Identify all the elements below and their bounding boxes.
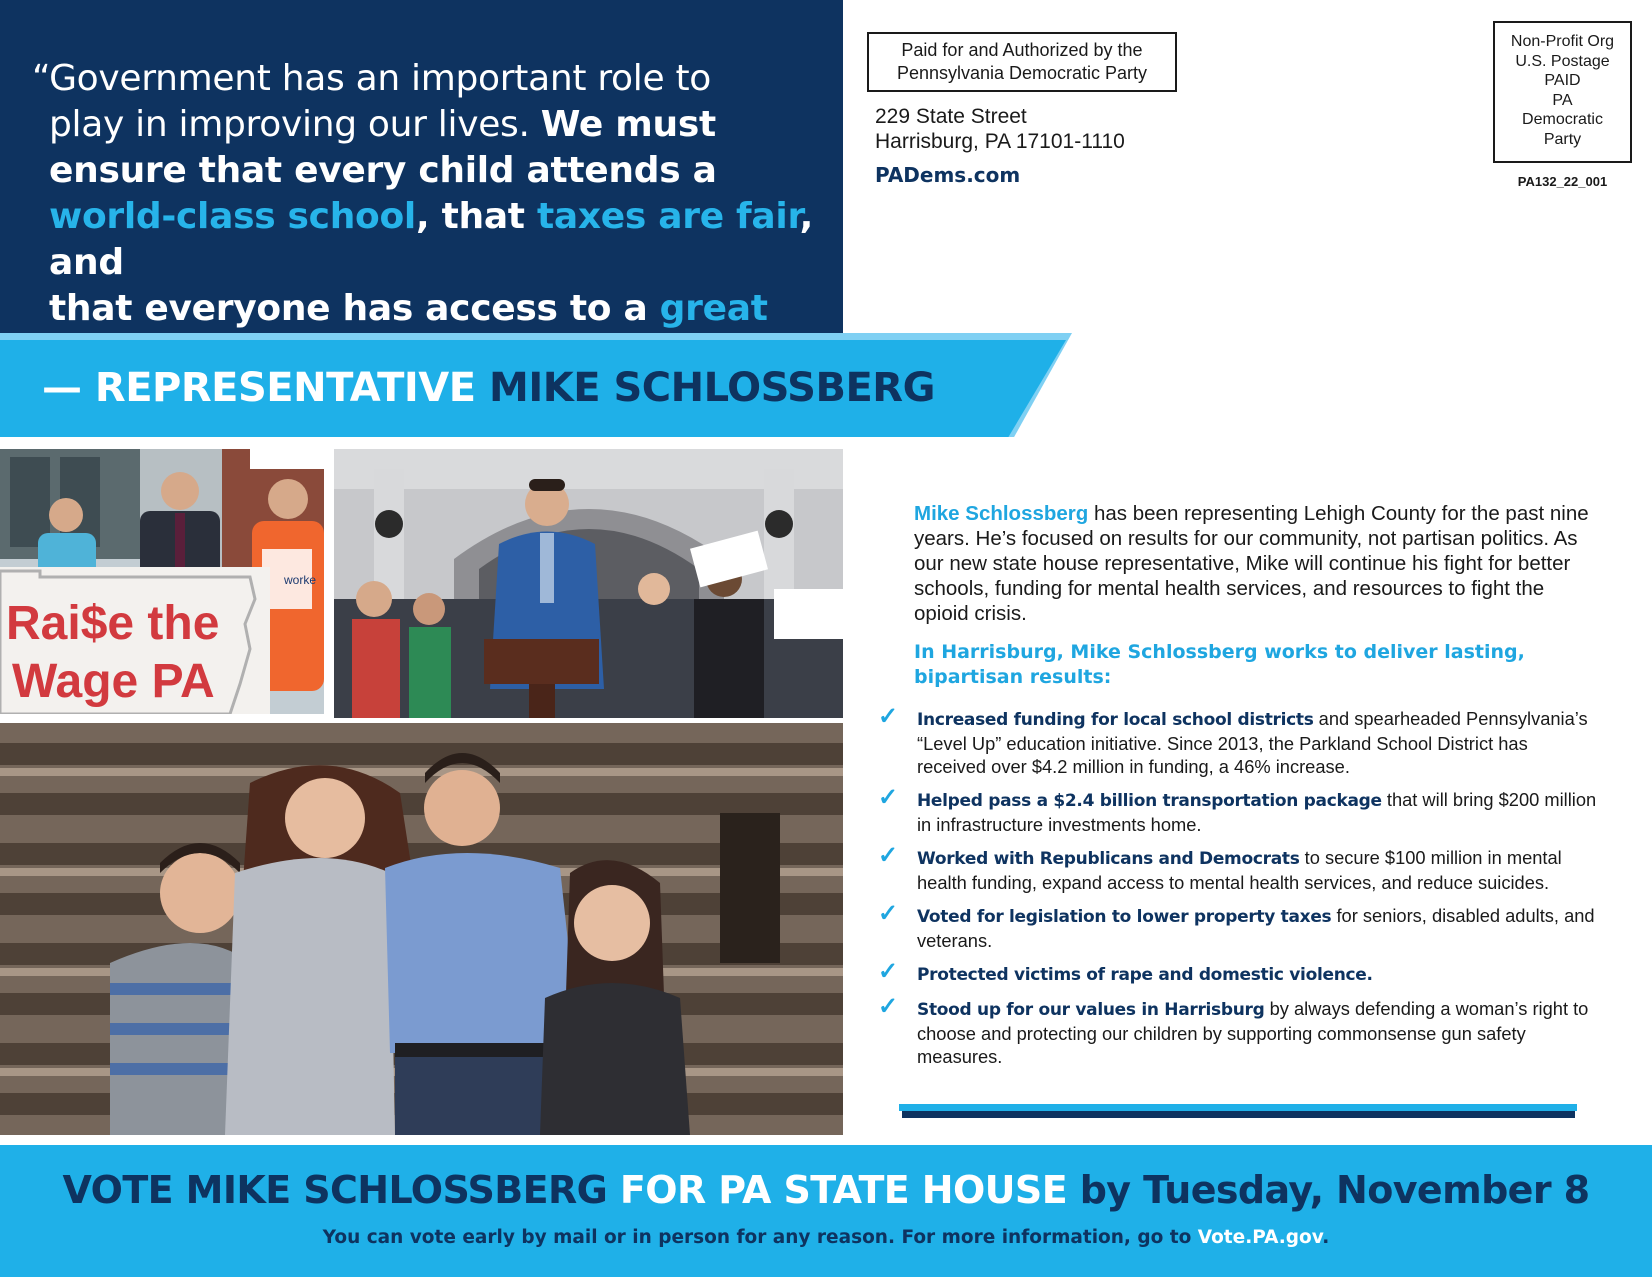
item-lead: Helped pass a $2.4 billion transportation package xyxy=(917,791,1382,811)
item-text: for seniors, disabled adults, and veterans. xyxy=(917,905,1595,951)
quote-accent-job: great xyxy=(659,288,768,329)
item-lead: Increased funding for local school districts xyxy=(917,710,1314,730)
postage-line: U.S. Postage xyxy=(1515,52,1610,70)
rally-sign-line-2: Wage PA xyxy=(12,655,215,708)
quote-line-4-mid: , that xyxy=(415,196,537,237)
vote-info xyxy=(0,1227,1652,1248)
checkmark-icon: ✓ xyxy=(878,784,899,811)
banner-text xyxy=(42,364,935,412)
postage-line: PA xyxy=(1552,91,1573,109)
quote-line-1: “Government has an important role to xyxy=(32,58,711,99)
vote-link[interactable]: Vote.PA.gov xyxy=(1197,1227,1323,1248)
vote-name: VOTE MIKE SCHLOSSBERG xyxy=(62,1168,620,1212)
intro-text: has been representing Lehigh County for the past nine years. He’s focused on results for our community, not partisan politics. As our new state house representative, Mike will continue his fight for better schools, funding for mental health services, and resources to fight the opioid crisis. xyxy=(914,502,1589,625)
item-text: and spearheaded Pennsylvania’s “Level Up” education initiative. Since 2013, the Parkland School District has received over $4.2 million in funding, a 46% increase. xyxy=(917,708,1588,777)
postage-line: PAID xyxy=(1544,72,1581,89)
list-item xyxy=(878,900,1598,952)
item-lead: Stood up for our values in Harrisburg xyxy=(917,1000,1265,1020)
quote-accent-school: world-class school xyxy=(49,196,416,237)
postage-line: Party xyxy=(1543,130,1582,148)
checkmark-icon: ✓ xyxy=(878,703,899,730)
banner-name: MIKE SCHLOSSBERG xyxy=(489,365,935,411)
divider-dark xyxy=(902,1111,1575,1118)
vote-info-text: You can vote early by mail or in person for any reason. For more information, go to xyxy=(322,1227,1198,1248)
quote-line-3: ensure that every child attends a xyxy=(49,150,717,191)
accomplishments-list xyxy=(878,703,1598,1078)
item-lead: Voted for legislation to lower property taxes xyxy=(917,907,1332,927)
mail-code: PA132_22_001 xyxy=(1517,174,1608,189)
return-address xyxy=(875,104,1125,154)
item-lead: Worked with Republicans and Democrats xyxy=(917,849,1300,869)
paid-for-box xyxy=(867,32,1177,92)
website-link[interactable]: PADems.com xyxy=(875,163,1021,187)
list-item xyxy=(878,958,1598,987)
item-lead: Protected victims of rape and domestic violence. xyxy=(917,965,1373,985)
quote-line-5-start: that everyone has access to a xyxy=(49,288,660,329)
quote-panel xyxy=(0,0,843,333)
item-text: that will bring $200 million in infrastructure investments home. xyxy=(917,789,1597,835)
vote-info-end: . xyxy=(1322,1227,1330,1248)
item-text: to secure $100 million in mental health funding, expand access to mental health services, and reduce suicides. xyxy=(917,847,1562,893)
rally-sign-line-1: Rai$e the xyxy=(6,597,220,650)
checkmark-icon: ✓ xyxy=(878,900,899,927)
checkmark-icon: ✓ xyxy=(878,993,899,1020)
rally-photo xyxy=(0,449,324,714)
paid-line-1: Paid for and Authorized by the xyxy=(901,40,1143,60)
divider-light xyxy=(899,1104,1577,1111)
quote-line-2-light: play in improving our lives. xyxy=(49,104,541,145)
postage-line: Non-Profit Org xyxy=(1510,33,1615,50)
list-item xyxy=(878,784,1598,836)
checkmark-icon: ✓ xyxy=(878,842,899,869)
postage-indicia xyxy=(1493,21,1632,163)
results-subhead: In Harrisburg, Mike Schlossberg works to deliver lasting, bipartisan results: xyxy=(914,641,1525,688)
checkmark-icon: ✓ xyxy=(878,958,899,985)
address-street: 229 State Street xyxy=(875,105,1027,128)
list-item xyxy=(878,993,1598,1068)
intro-name: Mike Schlossberg xyxy=(914,502,1089,525)
vote-office: FOR PA STATE HOUSE xyxy=(619,1168,1080,1212)
quote-text xyxy=(32,56,832,378)
quote-line-2-bold: We must xyxy=(540,104,716,145)
vote-date: by Tuesday, November 8 xyxy=(1079,1168,1590,1212)
vote-headline xyxy=(0,1167,1652,1213)
intro-paragraph xyxy=(914,501,1594,626)
paid-line-2: Pennsylvania Democratic Party xyxy=(896,63,1148,83)
banner-prefix: — REPRESENTATIVE xyxy=(42,365,490,411)
family-photo xyxy=(0,723,843,1135)
podium-photo xyxy=(334,449,843,718)
address-city: Harrisburg, PA 17101-1110 xyxy=(875,130,1125,153)
list-item xyxy=(878,842,1598,894)
svg-text:worke: worke xyxy=(284,573,317,587)
quote-line-4-end: , and xyxy=(49,196,813,283)
list-item xyxy=(878,703,1598,778)
item-text: by always defending a woman’s right to choose and protecting our children by supporting commonsense gun safety measures. xyxy=(917,998,1589,1067)
quote-accent-taxes: taxes are fair xyxy=(536,196,800,237)
postage-line: Democratic xyxy=(1522,111,1603,128)
